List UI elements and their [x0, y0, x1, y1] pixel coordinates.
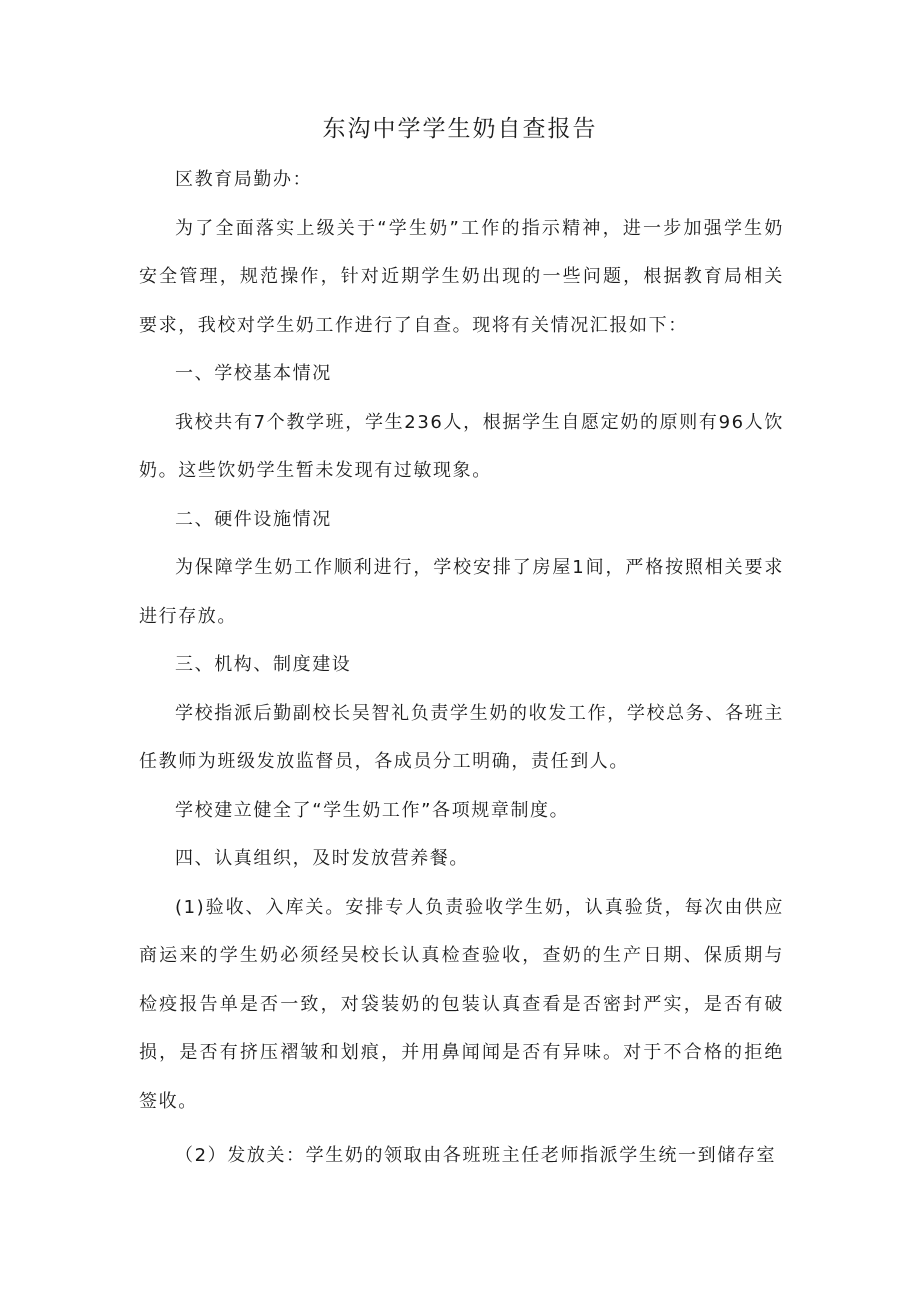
section-heading-distribution: 四、认真组织，及时发放营养餐。 — [175, 848, 469, 869]
section-heading-facilities: 二、硬件设施情况 — [175, 508, 332, 530]
distribution-paragraph: （2）发放关：学生奶的领取由各班班主任老师指派学生统一到储存室 — [175, 1145, 777, 1166]
section-heading-basic-info: 一、学校基本情况 — [175, 363, 332, 384]
intro-paragraph: 为了全面落实上级关于“学生奶”工作的指示精神，进一步加强学生奶安全管理，规范操作，针对近期学生奶出现的一些问题，根据教育局相关要求，我校对学生奶工作进行了自查。现将有关情况汇报如下： — [139, 217, 784, 336]
basic-info-paragraph: 我校共有7个教学班，学生236人，根据学生自愿定奶的原则有96人饮奶。这些饮奶学生暂未发现有过敏现象。 — [139, 411, 784, 481]
salutation: 区教育局勤办： — [175, 169, 313, 190]
section-heading-organization: 三、机构、制度建设 — [175, 654, 352, 675]
document-title: 东沟中学学生奶自查报告 — [322, 116, 598, 142]
document-body — [139, 156, 784, 1181]
organization-paragraph: 学校指派后勤副校长吴智礼负责学生奶的收发工作，学校总务、各班主任教师为班级发放监督员，各成员分工明确，责任到人。 — [139, 702, 784, 772]
facilities-paragraph: 为保障学生奶工作顺利进行，学校安排了房屋1间，严格按照相关要求进行存放。 — [139, 557, 784, 627]
rules-paragraph: 学校建立健全了“学生奶工作”各项规章制度。 — [175, 799, 570, 821]
inspection-paragraph: (1)验收、入库关。安排专人负责验收学生奶，认真验货，每次由供应商运来的学生奶必须经吴校长认真检查验收，查奶的生产日期、保质期与检疫报告单是否一致，对袋装奶的包装认真查看是否密封严实，是否有破损，是否有挤压褶皱和划痕，并用鼻闻闻是否有异味。对于不合格的拒绝签收。 — [139, 896, 784, 1112]
